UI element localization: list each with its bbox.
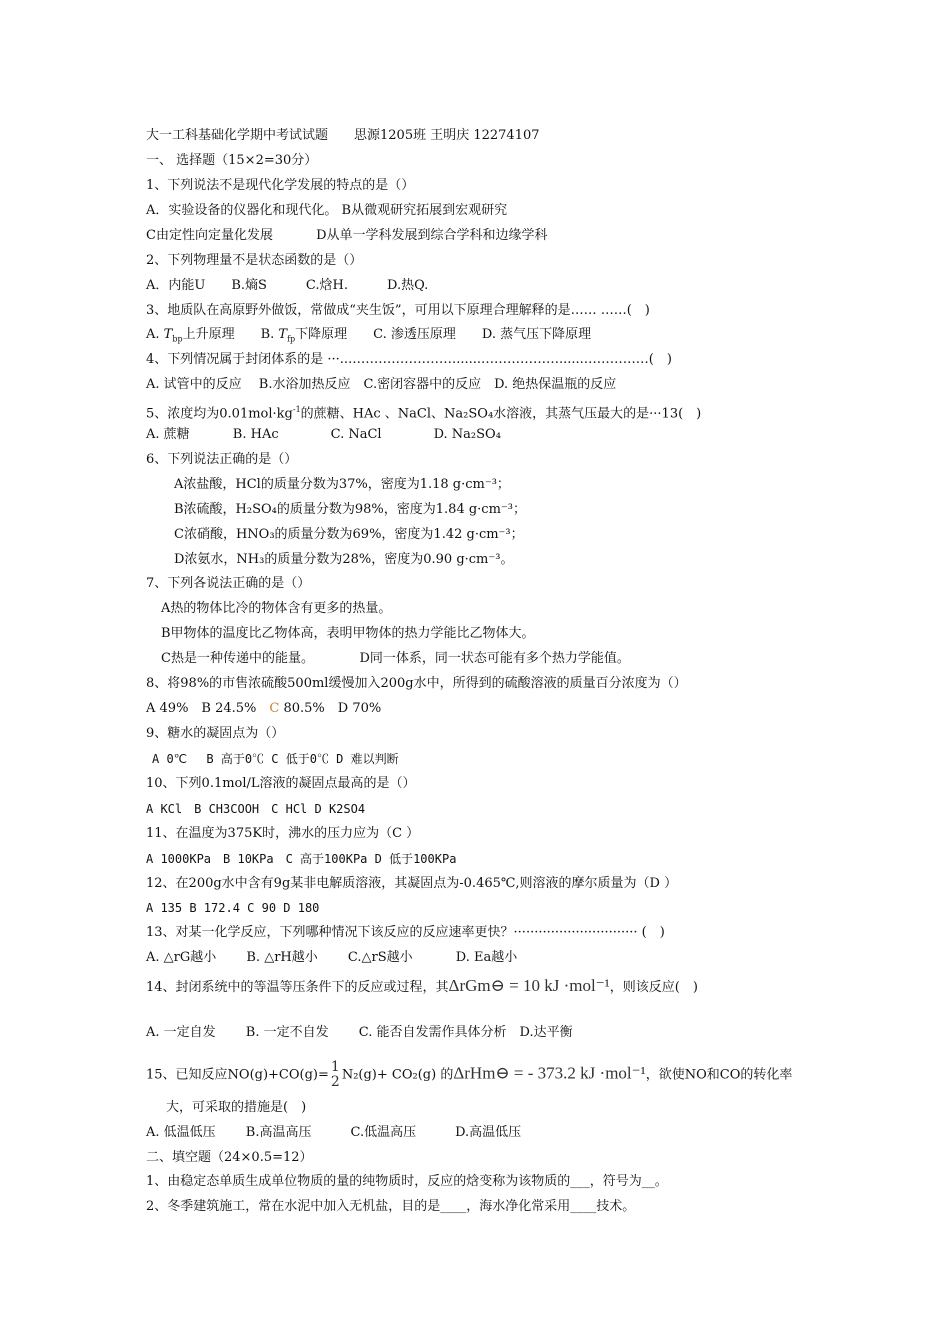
q12-options: A 135 B 172.4 C 90 D 180 <box>146 901 320 915</box>
q7-option-b: B甲物体的温度比乙物体高，表明甲物体的热力学能比乙物体大。 <box>161 626 535 641</box>
q5-stem-prefix: 5、浓度均为0.01mol·kg <box>146 406 293 422</box>
q14-stem-prefix: 14、封闭系统中的等温等压条件下的反应或过程，其 <box>146 980 449 995</box>
q9-options: A 0℃ B 高于0℃ C 低于0℃ D 难以判断 <box>152 752 399 766</box>
section-fill-title: 二、填空题（24×0.5=12） <box>146 1150 313 1165</box>
q12-stem: 12、在200g水中含有9g某非电解质溶液，其凝固点为-0.465℃,则溶液的摩尔质量为（D ） <box>146 876 678 891</box>
exam-header: 大一工科基础化学期中考试试题 思源1205班 王明庆 12274107 <box>146 128 540 143</box>
q14-stem <box>146 978 698 996</box>
q15-fraction <box>331 1060 340 1090</box>
q1-options-cd: C由定性向定量化发展 D从单一学科发展到综合学科和边缘学科 <box>146 228 548 243</box>
q6-stem: 6、下列说法正确的是（） <box>146 452 298 467</box>
q6-option-a: A浓盐酸，HCl的质量分数为37%，密度为1.18 g·cm⁻³； <box>174 477 510 492</box>
q15-options: A. 低温低压 B.高温高压 C.低温高压 D.高温低压 <box>146 1125 522 1140</box>
q13-options: A. △rG越小 B. △rH越小 C.△rS越小 D. Ea越小 <box>146 950 518 965</box>
q8-options-ab: A 49% B 24.5% <box>146 701 270 716</box>
q10-options: A KCl B CH3COOH C HCl D K2SO4 <box>146 802 366 816</box>
q15-stem-prefix: 15、已知反应NO(g)+CO(g)= <box>146 1067 329 1083</box>
q8-option-c-letter: C <box>269 701 280 716</box>
q15-fraction-denominator: 2 <box>330 1074 340 1090</box>
q3-a-prefix: A. <box>146 327 164 342</box>
q3-b-text: 下降原理 C. 渗透压原理 D. 蒸气压下降原理 <box>295 327 592 342</box>
q5-stem <box>146 402 701 422</box>
q3-a-subscript: bp <box>172 334 183 344</box>
q5-stem-suffix: 的蔗糖、HAc 、NaCl、Na₂SO₄水溶液，其蒸气压最大的是···13( ) <box>300 406 702 422</box>
q3-options <box>146 327 591 348</box>
q14-stem-suffix: ，则该反应( ) <box>609 980 698 995</box>
q14-options: A. 一定自发 B. 一定不自发 C. 能否自发需作具体分析 D.达平衡 <box>146 1025 573 1040</box>
q8-stem: 8、将98%的市售浓硫酸500ml缓慢加入200g水中，所得到的硫酸溶液的质量百分浓度为（） <box>146 676 687 691</box>
q7-option-cd: C热是一种传递中的能量。 D同一体系，同一状态可能有多个热力学能值。 <box>161 651 630 666</box>
q2-stem: 2、下列物理量不是状态函数的是（） <box>146 253 363 268</box>
section-choice-title: 一、 选择题（15×2=30分） <box>146 153 318 168</box>
q7-stem: 7、下列各说法正确的是（） <box>146 576 311 591</box>
q15-stem-suffix: ，欲使NO和CO的转化率 <box>645 1067 793 1083</box>
q15-enthalpy-formula: ΔrHm⊖ = - 373.2 kJ ·mol⁻¹ <box>453 1063 646 1083</box>
q10-stem: 10、下列0.1mol/L溶液的凝固点最高的是（） <box>146 776 416 791</box>
q1-options-ab: A．实验设备的仪器化和现代化。 B从微观研究拓展到宏观研究 <box>146 203 508 218</box>
q7-option-a: A热的物体比冷的物体含有更多的热量。 <box>161 601 392 616</box>
q3-stem: 3、地质队在高原野外做饭，常做成“夹生饭”，可用以下原理合理解释的是…… ……( ) <box>146 303 650 318</box>
q15-fraction-numerator: 1 <box>330 1059 340 1075</box>
q11-options: A 1000KPa B 10KPa C 高于100KPa D 低于100KPa <box>146 852 457 866</box>
q5-options: A. 蔗糖 B. HAc C. NaCl D. Na₂SO₄ <box>146 427 501 442</box>
q3-a-text: 上升原理 B. <box>182 327 279 342</box>
q6-option-b: B浓硫酸，H₂SO₄的质量分数为98%，密度为1.84 g·cm⁻³； <box>174 502 526 517</box>
q6-option-d: D浓氨水，NH₃的质量分数为28%，密度为0.90 g·cm⁻³。 <box>174 552 514 567</box>
q3-b-subscript: fp <box>287 334 296 344</box>
fill-q1: 1、由稳定态单质生成单位物质的量的纯物质时，反应的焓变称为该物质的___，符号为__。 <box>146 1174 668 1189</box>
q4-options: A. 试管中的反应 B.水浴加热反应 C.密闭容器中的反应 D. 绝热保温瓶的反应 <box>146 377 617 392</box>
q6-option-c: C浓硝酸，HNO₃的质量分数为69%，密度为1.42 g·cm⁻³； <box>174 527 524 542</box>
q15-stem-middle: N₂(g)+ CO₂(g) 的 <box>341 1067 454 1083</box>
q9-stem: 9、糖水的凝固点为（） <box>146 726 285 741</box>
q8-options-rest: 80.5% D 70% <box>279 701 382 716</box>
q5-superscript: -1 <box>292 405 301 414</box>
q13-stem: 13、对某一化学反应，下列哪种情况下该反应的反应速率更快？······························ ( ) <box>146 925 665 940</box>
q14-gibbs-formula: ΔrGm⊖ = 10 kJ ·mol⁻¹ <box>448 976 610 995</box>
q15-stem-continued: 大，可采取的措施是( ) <box>166 1100 307 1115</box>
q3-a-symbol: T <box>163 327 173 342</box>
q8-options <box>146 701 381 717</box>
fill-q2: 2、冬季建筑施工，常在水泥中加入无机盐，目的是____，海水净化常采用____技术。 <box>146 1199 636 1214</box>
q15-stem <box>146 1060 792 1090</box>
q2-options: A．内能U B.熵S C.焓H. D.热Q. <box>146 278 429 293</box>
q3-b-symbol: T <box>278 327 288 342</box>
q11-stem: 11、在温度为375K时，沸水的压力应为（C ） <box>146 826 420 841</box>
q1-stem: 1、下列说法不是现代化学发展的特点的是（） <box>146 178 415 193</box>
q4-stem: 4、下列情况属于封闭体系的是 ···...……………………......………………......……………( ) <box>146 352 672 367</box>
